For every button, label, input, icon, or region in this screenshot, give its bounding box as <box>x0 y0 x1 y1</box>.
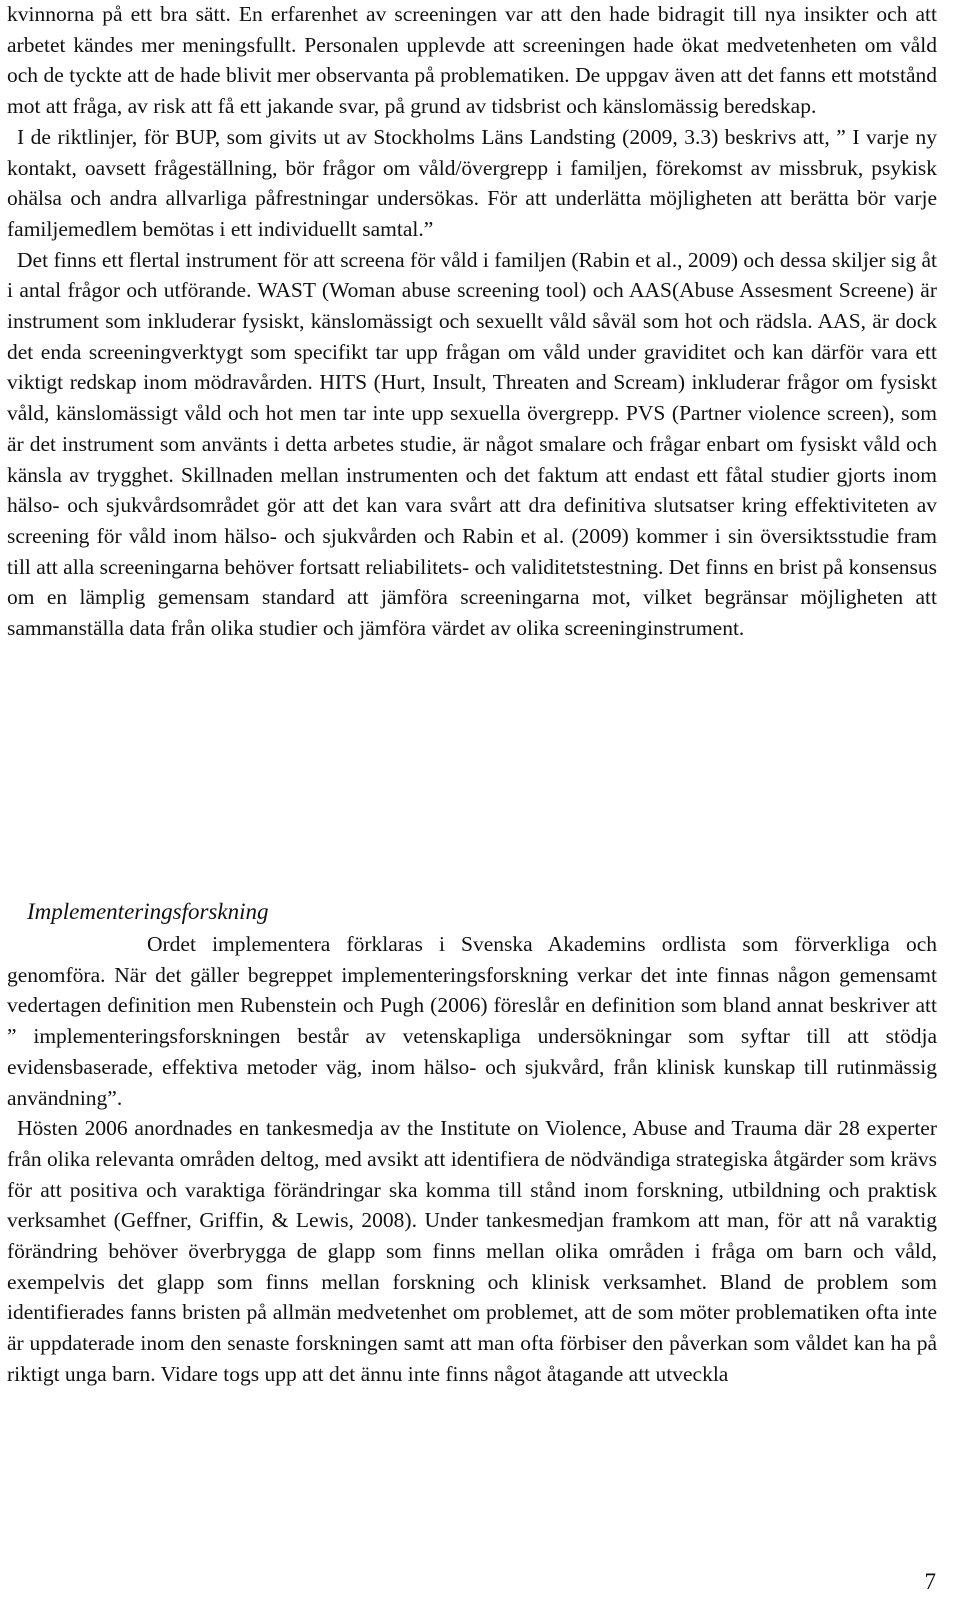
page-number: 7 <box>924 1569 936 1594</box>
section-implementation-research <box>7 929 937 1390</box>
section-heading: Implementeringsforskning <box>27 899 269 924</box>
section-screening-text <box>7 0 937 644</box>
paragraph-screening-experience: kvinnorna på ett bra sätt. En erfarenhet av screeningen var att den hade bidragit till nya insikter och att arbetet kändes mer meningsfullt. Personalen upplevde att screeningen hade ökat medvetenheten om våld och de tyckte att de hade blivit mer observanta på problematiken. De uppgav även att det fanns ett motstånd mot att fråga, av risk att få ett jakande svar, på grund av tidsbrist och känslomässig beredskap. <box>7 2 937 119</box>
paragraph-bup-guidelines: I de riktlinjer, för BUP, som givits ut av Stockholms Läns Landsting (2009, 3.3) beskrivs att, ” I varje ny kontakt, oavsett frågeställning, bör frågor om våld/övergrepp i familjen, förekomst av missbruk, psykisk ohälsa och andra allvarliga påfrestningar undersökas. För att underlätta möjligheten att berätta bör varje familjemedlem bemötas i ett individuellt samtal.” <box>7 124 937 241</box>
paragraph-think-tank: Hösten 2006 anordnades en tankesmedja av the Institute on Violence, Abuse and Trauma där 28 experter från olika relevanta områden deltog, med avsikt att identifiera de nödvändiga strategiska åtgärder som krävs för att positiva och varaktiga förändringar ska komma till stånd inom forskning, utbildning och praktisk verksamhet (Geffner, Griffin, & Lewis, 2008). Under tankesmedjan framkom att man, för att nå varaktig förändring behöver överbrygga de glapp som finns mellan olika områden i fråga om barn och våld, exempelvis det glapp som finns mellan forskning och klinisk verksamhet. Bland de problem som identifierades fanns bristen på allmän medvetenhet om problemet, att de som möter problematiken ofta inte är uppdaterade inom den senaste forskningen samt att man ofta förbiser den påverkan som våldet kan ha på riktigt unga barn. Vidare togs upp att det ännu inte finns något åtagande att utveckla <box>7 1116 937 1386</box>
paragraph-screening-instruments: Det finns ett flertal instrument för att screena för våld i familjen (Rabin et al., 2009) och dessa skiljer sig åt i antal frågor och utförande. WAST (Woman abuse screening tool) och AAS(Abuse Assesment Screene) är instrument som inkluderar fysiskt, känslomässigt och sexuellt våld såväl som hot och rädsla. AAS, är dock det enda screeningverktygt som specifikt tar upp frågan om våld under graviditet och kan därför vara ett viktigt redskap inom mödravården. HITS (Hurt, Insult, Threaten and Scream) inkluderar frågor om fysiskt våld, känslomässigt våld och hot men tar inte upp sexuella övergrepp. PVS (Partner violence screen), som är det instrument som använts i detta arbetes studie, är något smalare och frågar enbart om fysiskt våld och känsla av trygghet. Skillnaden mellan instrumenten och det faktum att endast ett fåtal studier gjorts inom hälso- och sjukvårdsområdet gör att det kan vara svårt att dra definitiva slutsatser kring effektiviteten av screening för våld inom hälso- och sjukvården och Rabin et al. (2009) kommer i sin översiktsstudie fram till att alla screeningarna behöver fortsatt reliabilitets- och validitetstestning. Det finns en brist på konsensus om en lämplig gemensam standard att jämföra screeningarna mot, vilket begränsar möjligheten att sammanställa data från olika studier och jämföra värdet av olika screeninginstrument. <box>7 247 937 641</box>
paragraph-implementation-definition: Ordet implementera förklaras i Svenska Akademins ordlista som förverkliga och genomföra. När det gäller begreppet implementeringsforskning verkar det inte finnas någon gemensamt vedertagen definition men Rubenstein och Pugh (2006) föreslår en definition som bland annat beskriver att ” implementeringsforskningen består av vetenskapliga undersökningar som syftar till att stödja evidensbaserade, effektiva metoder väg, inom hälso- och sjukvård, från klinisk kunskap till rutinmässig användning”. <box>7 932 937 1110</box>
